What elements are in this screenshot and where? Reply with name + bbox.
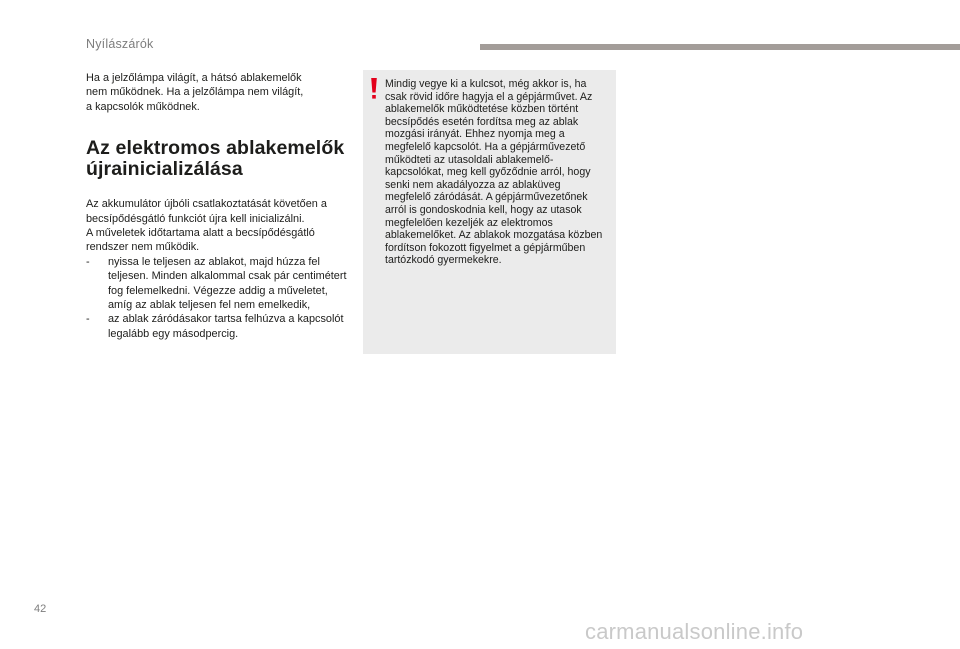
main-column bbox=[86, 71, 348, 341]
body-paragraph: Az akkumulátor újbóli csatlakoztatását követően a becsípődésgátló funkciót újra kell inicializálni. bbox=[86, 198, 327, 225]
warning-text: Mindig vegye ki a kulcsot, még akkor is, ha csak rövid időre hagyja el a gépjárművet. Az ablakemelők működtetése közben történt becsípődés esetén fordítsa meg az ablak mozgási irányát. Ehhez nyomja meg a megfelelő kapcsolót. Ha a gépjárművezető működteti az utasoldali ablakemelő-kapcsolókat, meg kell győződnie arról, hogy senki nem akadályozza az ablaküveg megfelelő záródását. A gépjárművezetőnek arról is gondoskodnia kell, hogy az utasok megfelelően kezeljék az elektromos ablakemelőket. Az ablakok mozgatása közben fordítson fokozott figyelmet a gépjárműben tartózkodó gyermekekre. bbox=[385, 78, 603, 267]
watermark: carmanualsonline.info bbox=[585, 619, 804, 644]
list-item-text: nyissa le teljesen az ablakot, majd húzza fel teljesen. Minden alkalommal csak pár centimétert fog felemelkedni. Végezze addig a műveletet, amíg az ablak teljesen fel nem emelkedik, bbox=[108, 255, 347, 312]
heading-line: Az elektromos ablakemelők bbox=[86, 137, 345, 160]
intro-line: nem működnek. Ha a jelzőlámpa nem világít, bbox=[86, 86, 304, 99]
intro-line: Ha a jelzőlámpa világít, a hátsó ablakemelők bbox=[86, 72, 302, 84]
page-heading bbox=[86, 138, 348, 180]
intro-line: a kapcsolók működnek. bbox=[86, 100, 200, 113]
exclamation-icon bbox=[370, 78, 378, 100]
step-list bbox=[86, 255, 348, 341]
page-number: 42 bbox=[34, 603, 47, 615]
body-paragraph: A műveletek időtartama alatt a becsípődésgátló rendszer nem működik. bbox=[86, 227, 315, 254]
intro-text bbox=[86, 71, 348, 114]
header-divider-bar bbox=[480, 44, 960, 50]
warning-box bbox=[363, 70, 616, 354]
list-bullet: - bbox=[86, 313, 90, 326]
list-bullet: - bbox=[86, 255, 90, 268]
list-item bbox=[86, 255, 348, 313]
section-title: Nyílászárók bbox=[86, 37, 154, 51]
list-item bbox=[86, 312, 348, 341]
list-item-text: az ablak záródásakor tartsa felhúzva a kapcsolót legalább egy másodpercig. bbox=[108, 313, 344, 340]
heading-line: újrainicializálása bbox=[86, 158, 243, 181]
